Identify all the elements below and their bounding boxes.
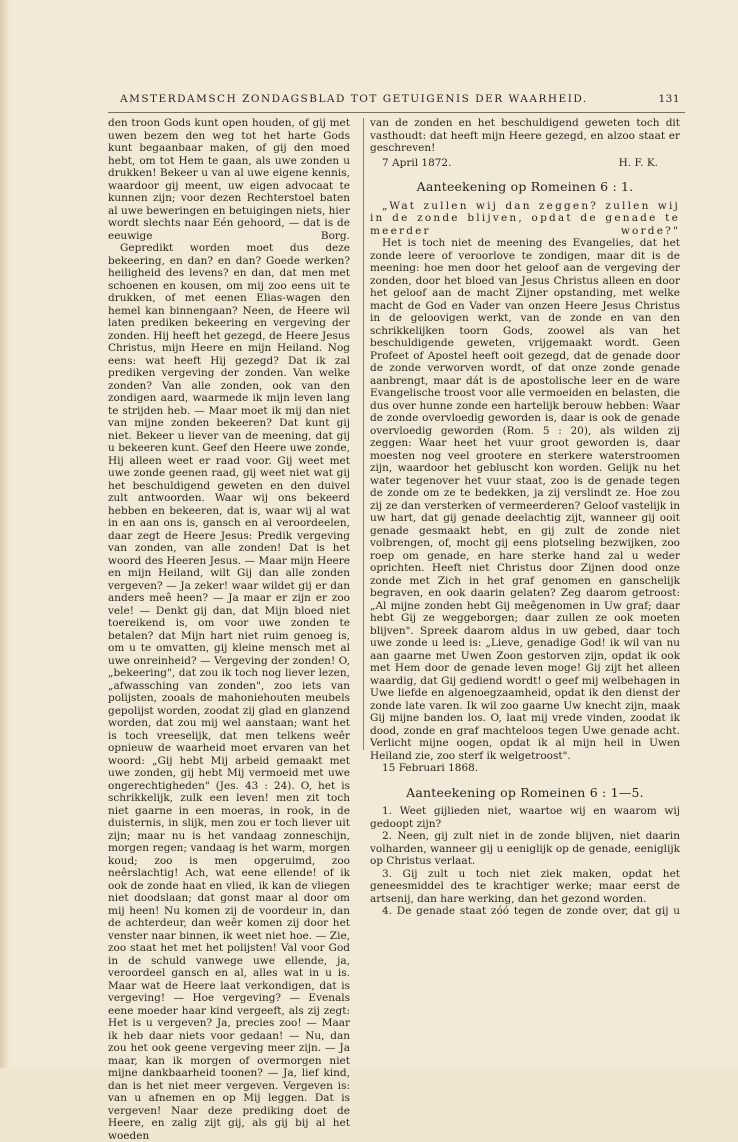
section1-date: 15 Februari 1868. <box>382 762 479 774</box>
section2-list <box>370 805 680 918</box>
page-header <box>108 93 680 109</box>
section-heading-romeinen-6-1-5: Aanteekening op Romeinen 6 : 1—5. <box>406 784 644 800</box>
left-column <box>108 117 350 1142</box>
list-item: 4. De genade staat zóó tegen de zonde over, dat gij u <box>382 905 680 917</box>
publication-title: AMSTERDAMSCH ZONDAGSBLAD TOT GETUIGENIS DER WAARHEID. <box>120 93 588 105</box>
right-intro-paragraph: van de zonden en het beschuldigend geweten toch dit vasthoudt: dat heeft mijn Heere gezegd, en alzoo staat er geschreven! <box>370 117 680 154</box>
signoff-initials: H. F. K. <box>618 156 658 169</box>
signoff-date: 7 April 1872. <box>382 156 452 169</box>
section1-quote: „Wat zullen wij dan zeggen? zullen wij in de zonde blijven, opdat de genade te meerder worde?" <box>370 199 680 237</box>
list-item: 1. Weet gijlieden niet, waartoe wij en waarom wij gedoopt zijn? <box>370 805 680 830</box>
list-item: 3. Gij zult u toch niet ziek maken, opdat het geneesmiddel des te krachtiger werke; maar eerst de artsenij, dan hare werking, dan het gezond worden. <box>370 867 680 905</box>
column-divider <box>363 118 364 750</box>
section-heading-romeinen-6-1: Aanteekening op Romeinen 6 : 1. <box>416 179 634 194</box>
right-column <box>370 117 680 918</box>
left-paragraph-1: den troon Gods kunt open houden, of gij met uwen bezem den weg tot het harte Gods kunt begaanbaar maken, of gij den moed hebt, om tot Hem te gaan, als uwe zonden u drukken! Bekeer u van al uwe eigene kennis, waardoor gij meent, uw eigen advocaat te kunnen zijn; voor dezen Rechterstoel baten al uwe beweringen en betuigingen niets, hier wordt slechts naar Eén gehoord, — dat is de eeuwige Borg. <box>108 117 351 242</box>
section1-body: Het is toch niet de meening des Evangelies, dat het zonde leere of veroorlove te zondigen, maar dit is de meening: hoe men door het geloof aan de vergeving der zonden, door het bloed van Jesus Christus alleen en door het geloof aan de macht Zijner opstanding, met welke macht de God en Vader van onzen Heere Jesus Christus in de geloovigen werkt, van de zonde en van den schrikkelijken toorn Gods, zoowel als van het beschuldigende geweten, vrijgemaakt wordt. Geen Profeet of Apostel heeft ooit gezegd, dat de genade door de zonde verworven wordt, of dat onze zonde genade aanbrengt, maar dát is de apostolische leer en de ware Evangelische troost voor alle vermoeiden en belasten, die dus over hunne zonde een hartelijk berouw hebben: Waar de zonde overvloedig geworden is, daar is ook de genade overvloedig geworden (Rom. 5 : 20), als wilden zij zeggen: Waar heet het vuur groot geworden is, daar moesten nog veel grootere en sterkere waterstroomen zijn, waardoor het gebluscht kon worden. Gelijk nu het water tegenover het vuur staat, zoo is de genade tegen de zonde om ze te bedekken, ja zij verslindt ze. Hoe zou zij ze dan versterken of vermeerderen? Geloof vastelijk in uw hart, dat gij genade deelachtig zijt, wanneer gij ooit genade gesmaakt hebt, en gij zult de zonde niet volbrengen, of, mocht gij eens plotseling bezwijken, zoo roep om genade, en hare sterke hand zal u weder oprichten. Heeft niet Christus door Zijnen dood onze zonde met Zich in het graf genomen en ganschelijk begraven, en ook daarin gelaten? Zeg daarom getroost: „Al mijne zonden hebt Gij meêgenomen in Uw graf; daar hebt Gij ze weggeborgen; daar zullen ze ook moeten blijven". Spreek daarom aldus in uw gebed, daar toch uwe zonde u leed is: „Lieve, genadige God! ik wil van nu aan gaarne met Uwen Zoon gestorven zijn, opdat ik ook met Hem door de genade leven moge! Gij zijt het alleen waardig, dat Gij gediend wordt! o geef mij welbehagen in Uwe liefde en algenoegzaamheid, opdat ik den dienst der zonde late varen. Ik wil zoo gaarne Uw knecht zijn, maak Gij mijne banden los. O, laat mij vrede vinden, zoodat ik dood, zonde en graf machteloos tegen Uwe genade acht. Verlicht mijne oogen, opdat ik al mijn heil in Uwen Heiland zie, zoo sterf ik welgetroost". <box>370 237 680 762</box>
signoff <box>370 157 680 170</box>
left-paragraph-2: Gepredikt worden moet dus deze bekeering, en dan? en dan? Goede werken? heiligheid des levens? en dan, dat men met schoenen en kousen, om mij zoo eens uit te drukken, of met eenen Elias-wagen den hemel kan binnengaan? Neen, de Heere wil laten prediken bekeering en vergeving der zonden. Hij heeft het gezegd, de Heere Jesus Christus, mijn Heere en mijn Heiland. Nog eens: wat heeft Hij gezegd? Dat ik zal prediken vergeving der zonden. Van welke zonden? Van alle zonden, ook van den zondigen aard, waarmede ik mijn leven lang te strijden heb. — Maar moet ik mij dan niet van mijne zonden bekeeren? Dat kunt gij niet. Bekeer u liever van de meening, dat gij u bekeeren kunt. Geef den Heere uwe zonde, Hij alleen weet er raad voor. Gij weet met uwe zonde geenen raad, gij weet niet wat gij het beschuldigend geweten en den duivel zult antwoorden. Waar wij ons bekeerd hebben en bekeeren, dat is, waar wij al wat in en aan ons is, gansch en al veroordeelen, daar zegt de Heere Jesus: Predik vergeving van zonden, van alle zonden! Dat is het woord des Heeren Jesus. — Maar mijn Heere en mijn Heiland, wilt Gij dan alle zonden vergeven? — Ja zeker! waar wildet gij er dan anders meê heen? — Ja maar er zijn er zoo vele! — Denkt gij dan, dat Mijn bloed niet toereikend is, om voor uwe zonden te betalen? dat Mijn hart niet ruim genoeg is, om u te omvatten, gij kleine mensch met al uwe onreinheid? — Vergeving der zonden! O, „bekeering", dat zou ik toch nog liever lezen, „afwassching van zonden", zoo iets van polijsten, zooals de mahoniehouten meubels gepolijst worden, zoodat zij glad en glanzend worden, dat zou mij wel aanstaan; want het is toch vreeselijk, dat men telkens weêr opnieuw de waarheid moet ervaren van het woord: „Gij hebt Mij arbeid gemaakt met uwe zonden, gij hebt Mij vermoeid met uwe ongerechtigheden" (Jes. 43 : 24). O, het is schrikkelijk, zulk een leven! men zit toch niet gaarne in een moeras, in rook, in de duisternis, in slijk, men zou er toch liever uit zijn; maar nu is het vandaag zonneschijn, morgen regen; vandaag is het warm, morgen koud; zoo is men opgeruimd, zoo neêrslachtig! Ach, wat eene ellende! of ik ook de zonde haat en vlied, ik kan de vliegen niet doodslaan; dat gonst maar al door om mij heen! Nu komen zij de voordeur in, dan de achterdeur, dan weêr komen zij door het venster naar binnen, ik weet niet hoe. — Zie, zoo staat het met het polijsten! Val voor God in de schuld vanwege uwe ellende, ja, veroordeel gansch en al, alles wat in u is. Maar wat de Heere laat verkondigen, dat is vergeving! — Hoe vergeving? — Evenals eene moeder haar kind vergeeft, als zij zegt: Het is u vergeven? Ja, precies zoo! — Maar ik heb daar niets voor gedaan! — Nu, dan zou het ook geene vergeving meer zijn. — Ja maar, kan ik morgen of overmorgen niet mijne dankbaarheid toonen? — Ja, lief kind, dan is het niet meer vergeven. Vergeven is: van u afnemen en op Mij leggen. Dat is vergeven! Naar deze prediking doet de Heere, en zalig zijt gij, als gij bij al het woeden <box>108 242 350 1142</box>
header-rule <box>108 112 685 113</box>
page-number: 131 <box>658 93 680 105</box>
list-item: 2. Neen, gij zult niet in de zonde blijven, niet daarin volharden, wanneer gij u eeniglijk op de genade, eeniglijk op Christus verlaat. <box>370 830 680 867</box>
